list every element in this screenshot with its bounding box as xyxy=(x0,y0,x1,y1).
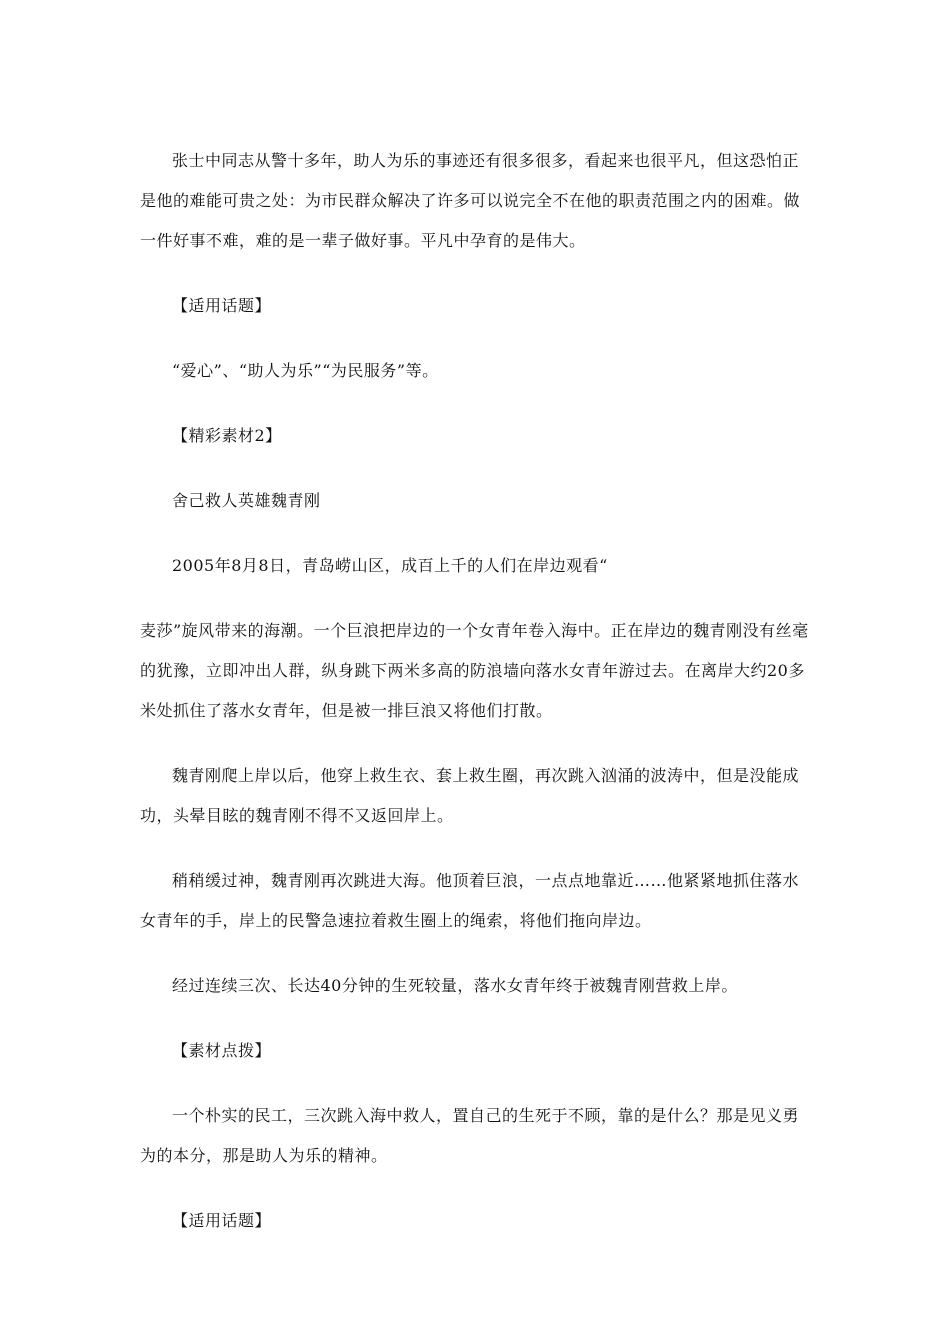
paragraph-topics-list: “爱心”、“助人为乐”“为民服务”等。 xyxy=(172,361,439,380)
section-heading-material-comment: 【素材点拨】 xyxy=(172,1041,272,1060)
paragraph-story-rescue-2: 魏青刚爬上岸以后，他穿上救生衣、套上救生圈，再次跳入汹涌的波涛中，但是没能成功，头晕目眩的魏青刚不得不又返回岸上。 xyxy=(140,766,800,825)
story-title: 舍己救人英雄魏青刚 xyxy=(172,491,321,510)
section-heading-applicable-topics: 【适用话题】 xyxy=(172,296,272,315)
section-heading-material-2: 【精彩素材2】 xyxy=(172,426,282,445)
document-body xyxy=(140,141,812,1266)
paragraph-zhang-shizhong-summary: 张士中同志从警十多年，助人为乐的事迹还有很多很多，看起来也很平凡，但这恐怕正是他的难能可贵之处：为市民群众解决了许多可以说完全不在他的职责范围之内的困难。做一件好事不难，难的是一辈子做好事。平凡中孕育的是伟大。 xyxy=(140,151,801,250)
paragraph-story-rescue-1: 麦莎”旋风带来的海潮。一个巨浪把岸边的一个女青年卷入海中。正在岸边的魏青刚没有丝毫的犹豫，立即冲出人群，纵身跳下两米多高的防浪墙向落水女青年游过去。在离岸大约20多米处抓住了落水女青年，但是被一排巨浪又将他们打散。 xyxy=(140,621,809,720)
section-heading-applicable-topics-2: 【适用话题】 xyxy=(172,1211,272,1230)
paragraph-material-comment: 一个朴实的民工，三次跳入海中救人，置自己的生死于不顾，靠的是什么？那是见义勇为的本分，那是助人为乐的精神。 xyxy=(140,1106,800,1165)
paragraph-story-outcome: 经过连续三次、长达40分钟的生死较量，落水女青年终于被魏青刚营救上岸。 xyxy=(172,976,738,995)
paragraph-story-opening: 2005年8月8日，青岛崂山区，成百上千的人们在岸边观看“ xyxy=(172,556,608,575)
paragraph-story-rescue-3: 稍稍缓过神，魏青刚再次跳进大海。他顶着巨浪，一点点地靠近……他紧紧地抓住落水女青年的手，岸上的民警急速拉着救生圈上的绳索，将他们拖向岸边。 xyxy=(140,871,800,930)
